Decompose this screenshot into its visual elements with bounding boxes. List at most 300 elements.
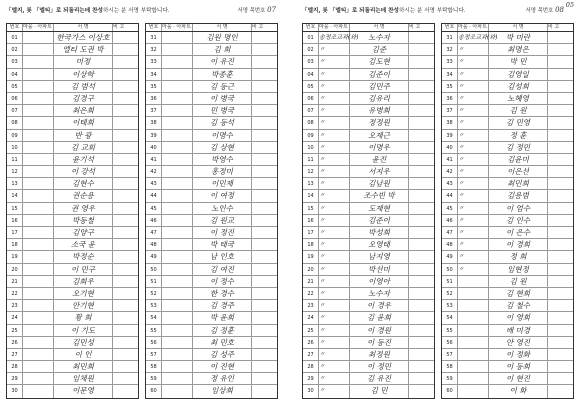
row-address: 〃 bbox=[319, 56, 350, 67]
row-note bbox=[113, 312, 138, 323]
row-signature: 김 윤희 bbox=[350, 312, 409, 323]
header-address: 마을 · 아파트 bbox=[23, 24, 54, 31]
row-number: 35 bbox=[146, 81, 162, 92]
row-note bbox=[252, 264, 277, 275]
signature-row bbox=[7, 81, 138, 93]
row-signature: 김 유진 bbox=[350, 373, 409, 384]
row-note bbox=[252, 276, 277, 287]
row-note bbox=[409, 93, 434, 104]
row-number: 14 bbox=[303, 190, 319, 201]
row-number: 45 bbox=[442, 203, 458, 214]
row-number: 20 bbox=[7, 264, 23, 275]
row-signature: 이 엄수 bbox=[489, 203, 548, 214]
row-note bbox=[113, 117, 138, 128]
row-note bbox=[252, 93, 277, 104]
header-address: 마을 · 아파트 bbox=[458, 24, 489, 31]
row-address bbox=[23, 81, 54, 92]
row-signature: 김 동근 bbox=[193, 81, 252, 92]
row-note bbox=[113, 349, 138, 360]
row-signature: 김 민영 bbox=[489, 117, 548, 128]
row-number: 40 bbox=[146, 142, 162, 153]
signature-row bbox=[7, 337, 138, 349]
row-signature: 미정 bbox=[54, 56, 113, 67]
row-note bbox=[548, 361, 573, 372]
signature-row bbox=[303, 349, 434, 361]
row-number: 11 bbox=[303, 154, 319, 165]
signature-row bbox=[7, 190, 138, 202]
row-number: 54 bbox=[146, 312, 162, 323]
row-signature: 박 민 bbox=[489, 56, 548, 67]
row-signature: 이명우 bbox=[350, 142, 409, 153]
row-signature: 박 윤희 bbox=[193, 312, 252, 323]
header-note: 비 고 bbox=[252, 24, 264, 30]
header-address: 마을 · 아파트 bbox=[162, 24, 193, 31]
row-note bbox=[252, 288, 277, 299]
row-signature: 노혜영 bbox=[489, 93, 548, 104]
signature-row bbox=[7, 264, 138, 276]
row-note bbox=[252, 373, 277, 384]
row-signature: 이상학 bbox=[54, 69, 113, 80]
row-signature: 윤진 bbox=[350, 154, 409, 165]
row-address: 〃 bbox=[319, 105, 350, 116]
row-number: 27 bbox=[7, 349, 23, 360]
row-number: 07 bbox=[303, 105, 319, 116]
signature-row bbox=[442, 178, 573, 190]
row-number: 53 bbox=[146, 300, 162, 311]
serial-value: 08 bbox=[555, 6, 564, 14]
row-note bbox=[252, 56, 277, 67]
row-number: 44 bbox=[442, 190, 458, 201]
row-signature: 최명은 bbox=[489, 44, 548, 55]
row-signature: 김윤미 bbox=[489, 154, 548, 165]
row-address bbox=[23, 56, 54, 67]
signature-row bbox=[303, 203, 434, 215]
row-number: 01 bbox=[303, 32, 319, 43]
row-address: 〃 bbox=[319, 166, 350, 177]
row-note bbox=[548, 373, 573, 384]
row-address bbox=[162, 373, 193, 384]
row-signature: 노수자 bbox=[350, 288, 409, 299]
row-note bbox=[409, 349, 434, 360]
row-signature: 이 은수 bbox=[489, 227, 548, 238]
row-number: 10 bbox=[303, 142, 319, 153]
row-number: 19 bbox=[7, 251, 23, 262]
row-signature: 정정원 bbox=[350, 117, 409, 128]
row-note bbox=[252, 142, 277, 153]
row-address: 〃 bbox=[319, 227, 350, 238]
row-address: 〃 bbox=[458, 178, 489, 189]
row-number: 49 bbox=[146, 251, 162, 262]
row-address: 〃 bbox=[319, 288, 350, 299]
signature-row bbox=[442, 130, 573, 142]
row-note bbox=[548, 337, 573, 348]
row-number: 58 bbox=[442, 361, 458, 372]
serial-label: 서명 목번호 bbox=[237, 8, 266, 14]
row-number: 42 bbox=[146, 166, 162, 177]
row-address: 〃 bbox=[319, 312, 350, 323]
row-address bbox=[23, 215, 54, 226]
row-address bbox=[23, 239, 54, 250]
row-address bbox=[458, 276, 489, 287]
table-header bbox=[146, 24, 277, 32]
row-signature: 김현수 bbox=[54, 178, 113, 189]
row-note bbox=[113, 44, 138, 55]
signature-row bbox=[303, 130, 434, 142]
row-note bbox=[252, 69, 277, 80]
row-signature: 박성희 bbox=[350, 227, 409, 238]
row-signature: 이 유진 bbox=[193, 56, 252, 67]
row-signature: 최민희 bbox=[489, 178, 548, 189]
row-number: 04 bbox=[7, 69, 23, 80]
row-signature: 임상희 bbox=[193, 385, 252, 397]
row-note bbox=[252, 300, 277, 311]
row-note bbox=[252, 154, 277, 165]
row-number: 57 bbox=[442, 349, 458, 360]
row-note bbox=[548, 312, 573, 323]
row-signature: 유병희 bbox=[350, 105, 409, 116]
row-note bbox=[548, 130, 573, 141]
petition-sheet-right bbox=[302, 1, 574, 403]
row-signature: 권 영우 bbox=[54, 203, 113, 214]
row-address bbox=[23, 276, 54, 287]
signature-row bbox=[303, 288, 434, 300]
row-note bbox=[113, 105, 138, 116]
row-number: 38 bbox=[146, 117, 162, 128]
row-note bbox=[409, 105, 434, 116]
row-number: 14 bbox=[7, 190, 23, 201]
row-signature: 이 경원 bbox=[350, 325, 409, 336]
row-address bbox=[162, 325, 193, 336]
row-address: 〃 bbox=[458, 166, 489, 177]
row-signature: 최은희 bbox=[54, 105, 113, 116]
signature-row bbox=[442, 69, 573, 81]
signature-row bbox=[303, 93, 434, 105]
row-number: 18 bbox=[303, 239, 319, 250]
row-signature: 노수자 bbox=[350, 32, 409, 43]
row-address bbox=[162, 32, 193, 43]
row-number: 08 bbox=[303, 117, 319, 128]
row-signature: 이 여정 bbox=[193, 190, 252, 201]
row-signature: 김 정훈 bbox=[193, 325, 252, 336]
row-note bbox=[548, 300, 573, 311]
row-address: 〃 bbox=[319, 142, 350, 153]
signature-row bbox=[442, 276, 573, 288]
signature-row bbox=[303, 385, 434, 397]
row-address: 〃 bbox=[458, 93, 489, 104]
row-note bbox=[548, 93, 573, 104]
row-signature: 이 화 bbox=[489, 385, 548, 397]
row-note bbox=[409, 130, 434, 141]
row-note bbox=[252, 32, 277, 43]
signature-row bbox=[7, 142, 138, 154]
row-number: 24 bbox=[303, 312, 319, 323]
header-number: 번호 bbox=[442, 24, 458, 31]
signature-row bbox=[303, 117, 434, 129]
row-address bbox=[458, 288, 489, 299]
row-address bbox=[23, 190, 54, 201]
row-signature: 이 동희 bbox=[489, 361, 548, 372]
row-signature: 박동철 bbox=[54, 215, 113, 226]
row-note bbox=[113, 81, 138, 92]
row-note bbox=[409, 81, 434, 92]
signature-row bbox=[146, 105, 277, 117]
row-signature: 김성희 bbox=[489, 81, 548, 92]
signature-row bbox=[146, 239, 277, 251]
row-number: 33 bbox=[442, 56, 458, 67]
signature-row bbox=[7, 166, 138, 178]
row-note bbox=[409, 215, 434, 226]
row-note bbox=[548, 56, 573, 67]
row-address: 〃 bbox=[319, 251, 350, 262]
row-signature: 김 성주 bbox=[193, 349, 252, 360]
signature-row bbox=[442, 288, 573, 300]
row-number: 35 bbox=[442, 81, 458, 92]
row-note bbox=[409, 264, 434, 275]
row-number: 49 bbox=[442, 251, 458, 262]
row-number: 24 bbox=[7, 312, 23, 323]
row-address: 〃 bbox=[458, 203, 489, 214]
row-number: 56 bbox=[146, 337, 162, 348]
signature-row bbox=[303, 239, 434, 251]
signature-row bbox=[303, 276, 434, 288]
signature-row bbox=[146, 264, 277, 276]
row-address bbox=[162, 142, 193, 153]
row-address bbox=[23, 203, 54, 214]
table-header bbox=[442, 24, 573, 32]
row-address bbox=[23, 300, 54, 311]
row-signature: 이 정화 bbox=[489, 349, 548, 360]
petition-title bbox=[6, 6, 170, 14]
row-number: 16 bbox=[7, 215, 23, 226]
row-signature: 임현정 bbox=[489, 264, 548, 275]
row-number: 25 bbox=[7, 325, 23, 336]
row-note bbox=[252, 227, 277, 238]
row-note bbox=[409, 239, 434, 250]
row-number: 04 bbox=[303, 69, 319, 80]
row-note bbox=[548, 349, 573, 360]
row-number: 39 bbox=[442, 130, 458, 141]
row-signature: 이 동진 bbox=[350, 337, 409, 348]
row-signature: 안기현 bbox=[54, 300, 113, 311]
row-note bbox=[113, 325, 138, 336]
row-number: 02 bbox=[7, 44, 23, 55]
signature-row bbox=[442, 56, 573, 68]
row-number: 28 bbox=[303, 361, 319, 372]
row-signature: 이 민구 bbox=[54, 264, 113, 275]
signature-row bbox=[7, 93, 138, 105]
row-signature: 이민재 bbox=[193, 178, 252, 189]
signature-row bbox=[303, 373, 434, 385]
row-signature: 이 진현 bbox=[193, 361, 252, 372]
signature-row bbox=[303, 264, 434, 276]
row-signature: 오재근 bbox=[350, 130, 409, 141]
signature-row bbox=[303, 44, 434, 56]
signature-row bbox=[7, 227, 138, 239]
row-signature: 이 기도 bbox=[54, 325, 113, 336]
header-signature: 서 명 bbox=[193, 24, 252, 31]
row-note bbox=[113, 288, 138, 299]
row-signature: 임채원 bbox=[54, 373, 113, 384]
signature-row bbox=[303, 178, 434, 190]
row-note bbox=[252, 239, 277, 250]
signature-row bbox=[146, 203, 277, 215]
signature-row bbox=[303, 337, 434, 349]
row-note bbox=[113, 373, 138, 384]
row-address bbox=[162, 239, 193, 250]
row-address bbox=[458, 361, 489, 372]
row-address bbox=[162, 215, 193, 226]
row-note bbox=[113, 142, 138, 153]
row-address: 〃 bbox=[458, 56, 489, 67]
row-address bbox=[162, 203, 193, 214]
row-signature: 최민희 bbox=[54, 361, 113, 372]
row-note bbox=[252, 117, 277, 128]
row-number: 60 bbox=[442, 385, 458, 397]
row-note bbox=[548, 166, 573, 177]
signature-row bbox=[146, 190, 277, 202]
row-signature: 도재현 bbox=[350, 203, 409, 214]
row-address: 송정조교과(와) bbox=[319, 32, 350, 43]
row-signature: 이 강석 bbox=[54, 166, 113, 177]
signature-row bbox=[442, 81, 573, 93]
header-signature: 서 명 bbox=[54, 24, 113, 31]
signature-row bbox=[146, 349, 277, 361]
row-signature: 박 태국 bbox=[193, 239, 252, 250]
signature-row bbox=[442, 361, 573, 373]
row-signature: 김영일 bbox=[489, 69, 548, 80]
signature-row bbox=[442, 312, 573, 324]
signature-row bbox=[146, 32, 277, 44]
row-signature: 박정순 bbox=[54, 251, 113, 262]
row-number: 26 bbox=[303, 337, 319, 348]
row-note bbox=[252, 337, 277, 348]
signature-row bbox=[7, 349, 138, 361]
row-address bbox=[162, 385, 193, 397]
row-address: 〃 bbox=[458, 215, 489, 226]
signature-row bbox=[146, 373, 277, 385]
signature-row bbox=[442, 251, 573, 263]
row-signature: 이 경희 bbox=[489, 239, 548, 250]
row-note bbox=[548, 117, 573, 128]
row-address bbox=[458, 312, 489, 323]
row-note bbox=[548, 239, 573, 250]
row-note bbox=[548, 154, 573, 165]
serial-value: 07 bbox=[267, 6, 276, 14]
row-number: 39 bbox=[146, 130, 162, 141]
row-number: 53 bbox=[442, 300, 458, 311]
signature-row bbox=[146, 337, 277, 349]
row-address bbox=[23, 227, 54, 238]
row-note bbox=[548, 264, 573, 275]
row-signature: 이태희 bbox=[54, 117, 113, 128]
row-address bbox=[162, 264, 193, 275]
row-signature: 김준 bbox=[350, 44, 409, 55]
row-note bbox=[548, 142, 573, 153]
row-number: 07 bbox=[7, 105, 23, 116]
row-number: 30 bbox=[7, 385, 23, 397]
row-address: 〃 bbox=[319, 300, 350, 311]
signature-row bbox=[442, 349, 573, 361]
row-address bbox=[162, 349, 193, 360]
signature-row bbox=[7, 361, 138, 373]
row-number: 50 bbox=[442, 264, 458, 275]
row-address bbox=[162, 105, 193, 116]
row-note bbox=[113, 190, 138, 201]
row-signature: 윤기석 bbox=[54, 154, 113, 165]
row-note bbox=[409, 117, 434, 128]
row-address bbox=[162, 154, 193, 165]
row-note bbox=[113, 227, 138, 238]
row-number: 01 bbox=[7, 32, 23, 43]
row-address bbox=[23, 69, 54, 80]
row-signature: 김 원교 bbox=[193, 215, 252, 226]
signature-row bbox=[146, 361, 277, 373]
row-number: 06 bbox=[7, 93, 23, 104]
signature-row bbox=[303, 154, 434, 166]
row-signature: 이은선 bbox=[489, 166, 548, 177]
signature-row bbox=[303, 190, 434, 202]
row-note bbox=[548, 227, 573, 238]
row-number: 59 bbox=[442, 373, 458, 384]
row-signature: 김 정민 bbox=[489, 142, 548, 153]
row-number: 03 bbox=[7, 56, 23, 67]
row-number: 09 bbox=[7, 130, 23, 141]
signature-row bbox=[146, 130, 277, 142]
row-signature: 김 범석 bbox=[54, 81, 113, 92]
signature-row bbox=[442, 142, 573, 154]
row-address bbox=[458, 300, 489, 311]
row-signature: 오영태 bbox=[350, 239, 409, 250]
row-number: 27 bbox=[303, 349, 319, 360]
row-signature: 김 교회 bbox=[54, 142, 113, 153]
row-signature: 최정원 bbox=[350, 349, 409, 360]
row-signature: 민 병국 bbox=[193, 105, 252, 116]
signature-row bbox=[442, 105, 573, 117]
row-note bbox=[409, 300, 434, 311]
row-number: 12 bbox=[7, 166, 23, 177]
row-address: 〃 bbox=[319, 154, 350, 165]
row-number: 41 bbox=[146, 154, 162, 165]
signature-row bbox=[146, 227, 277, 239]
row-number: 02 bbox=[303, 44, 319, 55]
row-note bbox=[252, 81, 277, 92]
row-number: 17 bbox=[7, 227, 23, 238]
row-number: 46 bbox=[146, 215, 162, 226]
row-signature: 박선미 bbox=[350, 264, 409, 275]
header-signature: 서 명 bbox=[350, 24, 409, 31]
row-signature: 김경구 bbox=[54, 93, 113, 104]
row-address bbox=[162, 69, 193, 80]
row-address bbox=[162, 130, 193, 141]
row-note bbox=[409, 276, 434, 287]
row-note bbox=[548, 105, 573, 116]
row-signature: 김 철수 bbox=[489, 300, 548, 311]
row-signature: 남 인호 bbox=[193, 251, 252, 262]
row-note bbox=[252, 325, 277, 336]
row-address bbox=[23, 154, 54, 165]
signature-row bbox=[303, 142, 434, 154]
row-number: 21 bbox=[303, 276, 319, 287]
row-note bbox=[409, 288, 434, 299]
signature-row bbox=[442, 385, 573, 397]
row-note bbox=[113, 130, 138, 141]
row-signature: 남지영 bbox=[350, 251, 409, 262]
signature-row bbox=[146, 117, 277, 129]
row-note bbox=[113, 337, 138, 348]
row-address: 〃 bbox=[319, 215, 350, 226]
signature-row bbox=[442, 117, 573, 129]
header-number: 번호 bbox=[146, 24, 162, 31]
